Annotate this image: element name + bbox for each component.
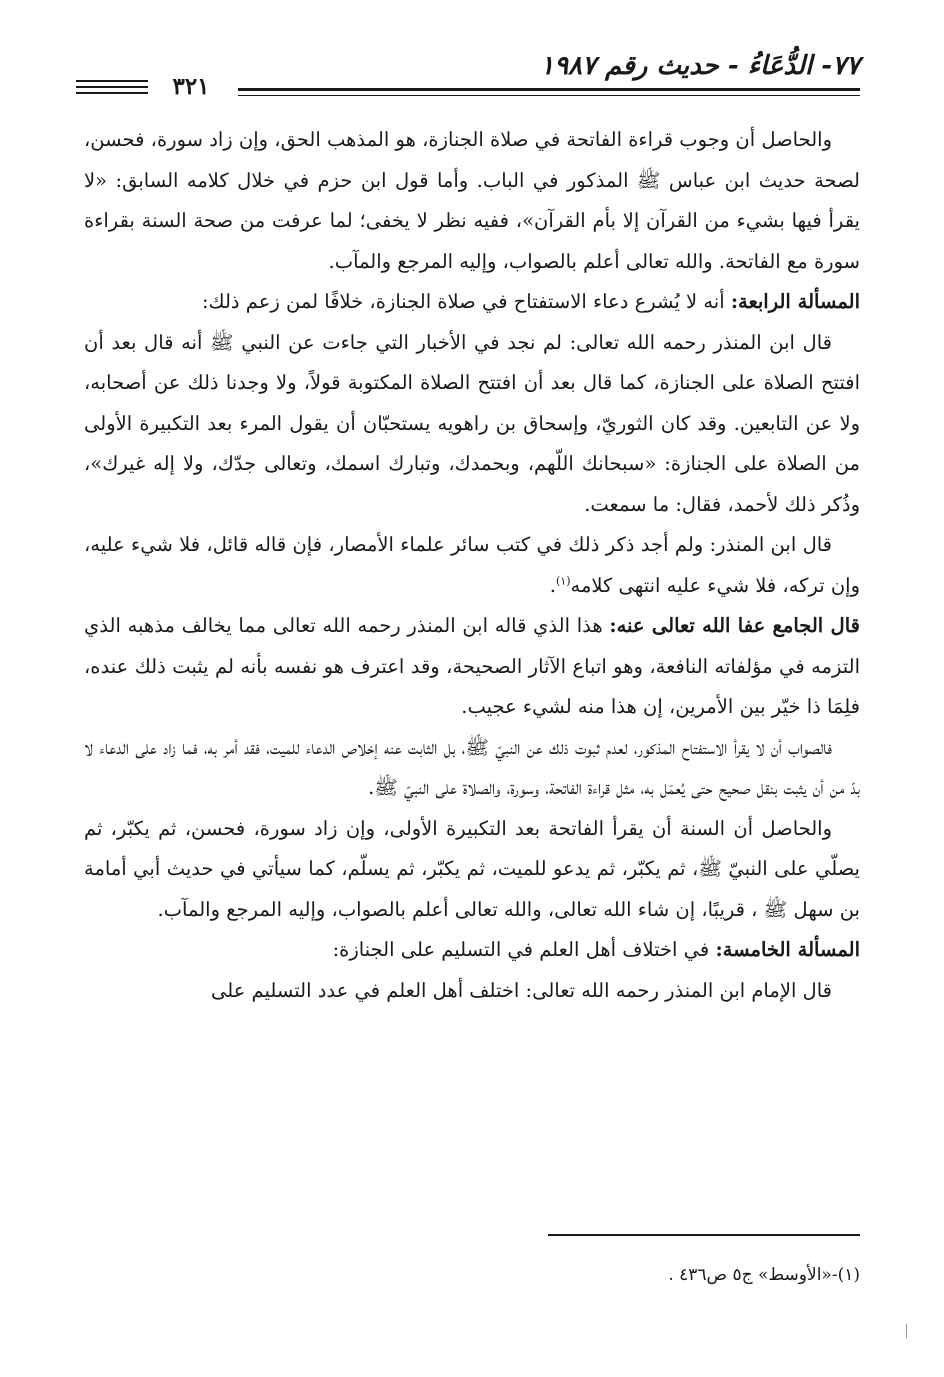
ibn-almundhir-note-text: قال ابن المنذر: ولم أجد ذكر ذلك في كتب سائر علماء الأمصار، فإن قاله قائل، فلا شيء عليه، وإن تركه، فلا شيء عليه انتهى كلامه [84, 533, 860, 597]
paragraph-correct-view: فالصواب أن لا يقرأ الاستفتاح المذكور، لعدم ثبوت ذلك عن النبيّ ﷺ، بل الثابت عنه إخلاص الدعاء للميت، فقد أمر به، فما زاد على الدعاء لا بدّ من أن يثبت بنقل صحيح حتى يُعمَل به، مثل قراءة الفاتحة، وسورة، والصلاة على النبيّ ﷺ. [84, 735, 860, 799]
header-rule-thin [238, 95, 860, 96]
footnote-ref: (١) [555, 574, 571, 587]
paragraph-conclusion: والحاصل أن وجوب قراءة الفاتحة في صلاة الجنازة، هو المذهب الحق، وإن زاد سورة، فحسن، لصحة حديث ابن عباس ﷺ المذكور في الباب. وأما قول ابن حزم في خلال كلامه السابق: «لا يقرأ فيها بشيء من القرآن إلا بأم القرآن»، ففيه نظر لا يخفى؛ لما عرفت من صحة السنة بقراءة سورة مع الفاتحة. والله تعالى أعلم بالصواب، وإليه المرجع والمآب. [84, 128, 860, 273]
page-number: ٣٢١ [172, 73, 210, 100]
paragraph-issue-five [84, 930, 860, 971]
issue-five-heading: المسألة الخامسة: [715, 938, 860, 961]
paragraph-ibn-almundhir-quote: قال ابن المنذر رحمه الله تعالى: لم نجد في الأخبار التي جاءت عن النبي ﷺ أنه قال بعد أن افتتح الصلاة على الجنازة، كما قال بعد أن افتتح الصلاة المكتوبة قولاً، ولا وجدنا ذلك عن أصحابه، ولا عن التابعين. وقد كان الثوريّ، وإسحاق بن راهويه يستحبّان أن يقول المرء بعد التكبيرة الأولى من الصلاة على الجنازة: «سبحانك اللّهم، وبحمدك، وتبارك اسمك، وتعالى جدّك، ولا إله غيرك»، وذُكر ذلك لأحمد، فقال: ما سمعت. [84, 330, 860, 516]
paragraph-issue-four [84, 282, 860, 323]
running-title: ٧٧- الدُّعَاءُ - حديث رقم ١٩٨٧ [540, 51, 860, 81]
margin-mark [906, 1324, 907, 1338]
issue-five-text: في اختلاف أهل العلم في التسليم على الجنازة: [332, 938, 716, 961]
ibn-almundhir-note-end: . [549, 573, 556, 597]
header-ornament-rules [76, 80, 148, 98]
header-rule [238, 88, 860, 91]
compiler-note-heading: قال الجامع عفا الله تعالى عنه: [609, 614, 860, 637]
paragraph-taslim: قال الإمام ابن المنذر رحمه الله تعالى: اختلف أهل العلم في عدد التسليم على [211, 978, 832, 1002]
footnote-separator [548, 1234, 860, 1236]
footnote-text: (١)-«الأوسط» ج٥ ص٤٣٦ . [668, 1265, 860, 1285]
paragraph-ibn-almundhir-note [84, 525, 860, 606]
paragraph-compiler-note [84, 606, 860, 728]
compiler-note-text: هذا الذي قاله ابن المنذر رحمه الله تعالى مما يخالف مذهبه الذي التزمه في مؤلفاته النافعة، وهو اتباع الآثار الصحيحة، وقد اعترف هو نفسه بأنه لم يثبت ذلك عنده، فلِمَا ذا خيّر بين الأمرين، إن هذا منه لشيء عجيب. [84, 614, 860, 718]
issue-four-heading: المسألة الرابعة: [730, 290, 860, 313]
body-text [84, 120, 860, 1011]
paragraph-summary: والحاصل أن السنة أن يقرأ الفاتحة بعد التكبيرة الأولى، وإن زاد سورة، فحسن، ثم يكبّر، ثم يصلّي على النبيّ ﷺ، ثم يكبّر، ثم يدعو للميت، ثم يكبّر، ثم يسلّم، كما سيأتي في حديث أبي أمامة بن سهل ﷺ ، قريبًا، إن شاء الله تعالى، والله تعالى أعلم بالصواب، وإليه المرجع والمآب. [84, 816, 860, 921]
issue-four-text: أنه لا يُشرع دعاء الاستفتاح في صلاة الجنازة، خلافًا لمن زعم ذلك: [201, 290, 731, 313]
